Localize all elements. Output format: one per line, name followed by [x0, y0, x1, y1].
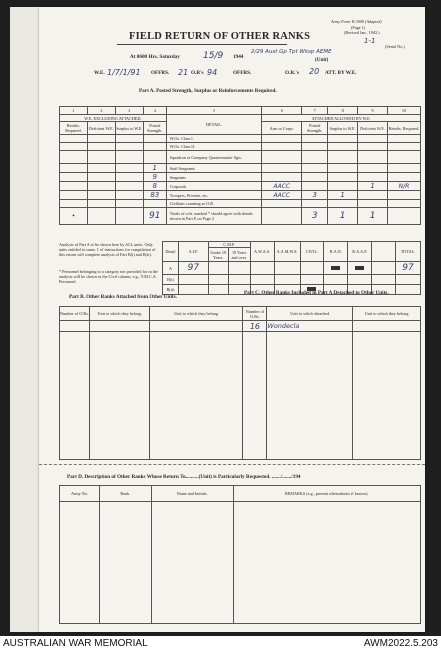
bc-header: Number of O.Rs.: [60, 307, 90, 321]
d-header: Army No.: [60, 486, 100, 502]
posted-strength: 83: [143, 191, 166, 200]
redaction-mark: [331, 266, 340, 270]
unit-label: (Unit): [315, 57, 329, 63]
col-number: 2: [87, 107, 115, 115]
posted-strength: [143, 151, 166, 164]
col-header: Surplus to W.E.: [328, 122, 358, 135]
column-number-row: [60, 107, 421, 115]
d-header: Name and Initials.: [151, 486, 233, 502]
part-a-title: Part A. Posted Strength, Surplus or Reinforcements Required.: [139, 88, 277, 94]
col-number: 1: [60, 107, 88, 115]
parts-bc-table: [59, 306, 421, 460]
table-row: [60, 182, 421, 191]
paper-backing: [10, 7, 39, 632]
analysis-row-label: B(i): [163, 275, 179, 285]
cmf-header: C.M.F.: [208, 242, 250, 248]
bc-header: Number of O.Rs.: [243, 307, 267, 321]
offrs-value: 21: [178, 68, 189, 77]
col-header: Deficient W.E.: [87, 122, 115, 135]
col-number: 7: [302, 107, 328, 115]
total-marker: •: [60, 208, 88, 225]
ors2-value: 20: [309, 67, 320, 76]
at-text: At 0600 Hrs. Saturday: [130, 54, 180, 60]
form-title: FIELD RETURN OF OTHER RANKS: [129, 31, 311, 42]
section-divider: [39, 464, 425, 465]
col-header: Reinfts. Required.: [60, 122, 88, 135]
col-number: 3: [115, 107, 143, 115]
analysis-header: 19 Years and over.: [228, 248, 250, 262]
analysis-row: [163, 262, 421, 275]
detail-label: Civilians counting as O.R.: [166, 200, 262, 208]
posted-strength: [143, 143, 166, 151]
date-value: 15/9: [203, 51, 224, 61]
col-number: 10: [388, 107, 421, 115]
ors2-label: O.R.'s: [285, 70, 299, 76]
d-header: Rank.: [99, 486, 151, 502]
arm-corps: AACC: [262, 182, 302, 191]
analysis-header: TOTAL.: [396, 242, 421, 262]
analysis-header: A.A.M.W.S.: [274, 242, 300, 262]
att-label: ATT. BY W.E.: [325, 70, 357, 76]
col-number: 6: [262, 107, 302, 115]
table-row: [60, 200, 421, 208]
redaction-mark: [355, 266, 364, 270]
footer-bar: [0, 636, 441, 653]
aif-value: 97: [178, 262, 208, 275]
analysis-row-label: A: [163, 262, 179, 275]
part-d-table: [59, 485, 421, 624]
table-row: [60, 164, 421, 173]
table-row: [60, 191, 421, 200]
detail-label: Totals of cols. marked * should agree with details shown in Part E on Page 2: [166, 208, 262, 225]
table-row: [60, 332, 421, 460]
title-underline: [117, 44, 287, 45]
col-header: Arm or Corps.: [262, 122, 302, 135]
part-d-title: Part D. Description of Other Ranks Whose Return To..........(Unit) is Particularly Requested. ......./......./194: [67, 474, 301, 480]
bc-header: Unit to which detached: [267, 307, 353, 321]
analysis-note-2: * Personnel belonging to a category not provided for in the analysis will be shown in the Civil column, e.g., Y.M.C.A. Personnel.: [59, 269, 158, 284]
surplus-total: 1: [328, 208, 358, 225]
posted-strength-att: 3: [302, 191, 328, 200]
detail-header: DETAIL.: [166, 115, 262, 135]
bc-header: Unit to which they belong: [353, 307, 421, 321]
table-row: [60, 502, 421, 624]
analysis-header: CIVIL.: [300, 242, 324, 262]
form-ref-line3: (Revised Jan., 1943.): [344, 30, 380, 35]
footer-right: AWM2022.5.203: [363, 638, 438, 649]
arm-corps: AACC: [262, 191, 302, 200]
deficient-total: 1: [358, 208, 388, 225]
year: 1944: [233, 54, 244, 60]
col-header: Reinfts. Required.: [388, 122, 421, 135]
detail-label: Troopers, Privates, etc.: [166, 191, 262, 200]
bc-header: Unit to which they belong: [89, 307, 149, 321]
analysis-header: R.A.A.F.: [348, 242, 372, 262]
deficient: 1: [358, 182, 388, 191]
col-header: Deficient W.E.: [358, 122, 388, 135]
detail-label: W.Os. Class II.: [166, 143, 262, 151]
table-row: [60, 151, 421, 164]
bc-header: Unit to which they belong: [149, 307, 243, 321]
group-header-left: W.E. EXCLUDING ATTACHED.: [60, 115, 167, 122]
detached-number: 16: [243, 321, 267, 332]
form-ref-line1: Army Form W.3009 (Adapted): [331, 19, 382, 24]
table-row: [60, 135, 421, 143]
posted-strength: 8: [143, 182, 166, 191]
col-number: 5: [166, 107, 262, 115]
analysis-table: [162, 241, 421, 295]
ors-label: O.R's: [191, 70, 204, 76]
we-value: 1/7/1/91: [107, 68, 141, 77]
analysis-note: Analysis of Part A to be shown here by ALL units. Only units entitled to same, 1 of instructions for compilation of this return will complete analysis of Part B(i) and B(ii).: [59, 242, 156, 257]
analysis-row-label: B(ii): [163, 285, 179, 295]
posted-strength: [143, 135, 166, 143]
detail-label: Squadron or Company Quartermaster Sgts.: [166, 151, 262, 164]
table-row: [60, 143, 421, 151]
analysis-header: Detail: [163, 242, 179, 262]
offrs2-label: OFFRS.: [233, 70, 252, 76]
analysis-header: A.W.A.S.: [250, 242, 274, 262]
detached-unit: Wondecla: [267, 321, 353, 332]
analysis-row: [163, 275, 421, 285]
d-header: REMARKS (e.g., present whereabouts if known).: [233, 486, 420, 502]
posted-strength: 1: [143, 164, 166, 173]
total-value: 97: [396, 262, 421, 275]
col-number: 4: [143, 107, 166, 115]
col-number: 8: [328, 107, 358, 115]
footer-left: AUSTRALIAN WAR MEMORIAL: [3, 638, 148, 649]
col-header: Surplus to W.E.: [115, 122, 143, 135]
posted-total: 91: [143, 208, 166, 225]
detail-label: Sergeants: [166, 173, 262, 182]
document-page: [39, 7, 425, 632]
table-row: [60, 321, 421, 332]
serial-value: 1-1: [364, 37, 376, 45]
analysis-header: R.A.N.: [324, 242, 348, 262]
analysis-header: Under 19 Years.: [208, 248, 228, 262]
surplus: 1: [328, 191, 358, 200]
part-b-title: Part B. Other Ranks Attached from Other Units.: [69, 294, 177, 300]
col-number: 9: [358, 107, 388, 115]
part-a-table: [59, 106, 421, 225]
col-header: Posted Strength.: [302, 122, 328, 135]
we-label: W.E.: [94, 70, 105, 76]
unit-value: 2/29 Aust Gp Tpt Wksp AEME: [251, 49, 332, 55]
posted-strength: 9: [143, 173, 166, 182]
analysis-header: A.I.F.: [178, 242, 208, 262]
totals-row: [60, 208, 421, 225]
reinfts: N/R: [388, 182, 421, 191]
offrs-label: OFFRS.: [151, 70, 170, 76]
detail-label: Corporals: [166, 182, 262, 191]
part-c-title: Part C. Other Ranks Included in Part A Detached to Other Units.: [244, 290, 389, 296]
group-header-right: ATTACHED ALLOWED BY W.E.: [262, 115, 421, 122]
posted-total-att: 3: [302, 208, 328, 225]
ors-value: 94: [207, 68, 218, 77]
table-row: [60, 173, 421, 182]
serial-label: (Serial No.): [385, 44, 405, 49]
col-header: Posted Strength.: [143, 122, 166, 135]
form-ref-line2: (Page 1): [351, 25, 366, 30]
detail-label: W.Os. Class I.: [166, 135, 262, 143]
detail-label: Staff Sergeants: [166, 164, 262, 173]
